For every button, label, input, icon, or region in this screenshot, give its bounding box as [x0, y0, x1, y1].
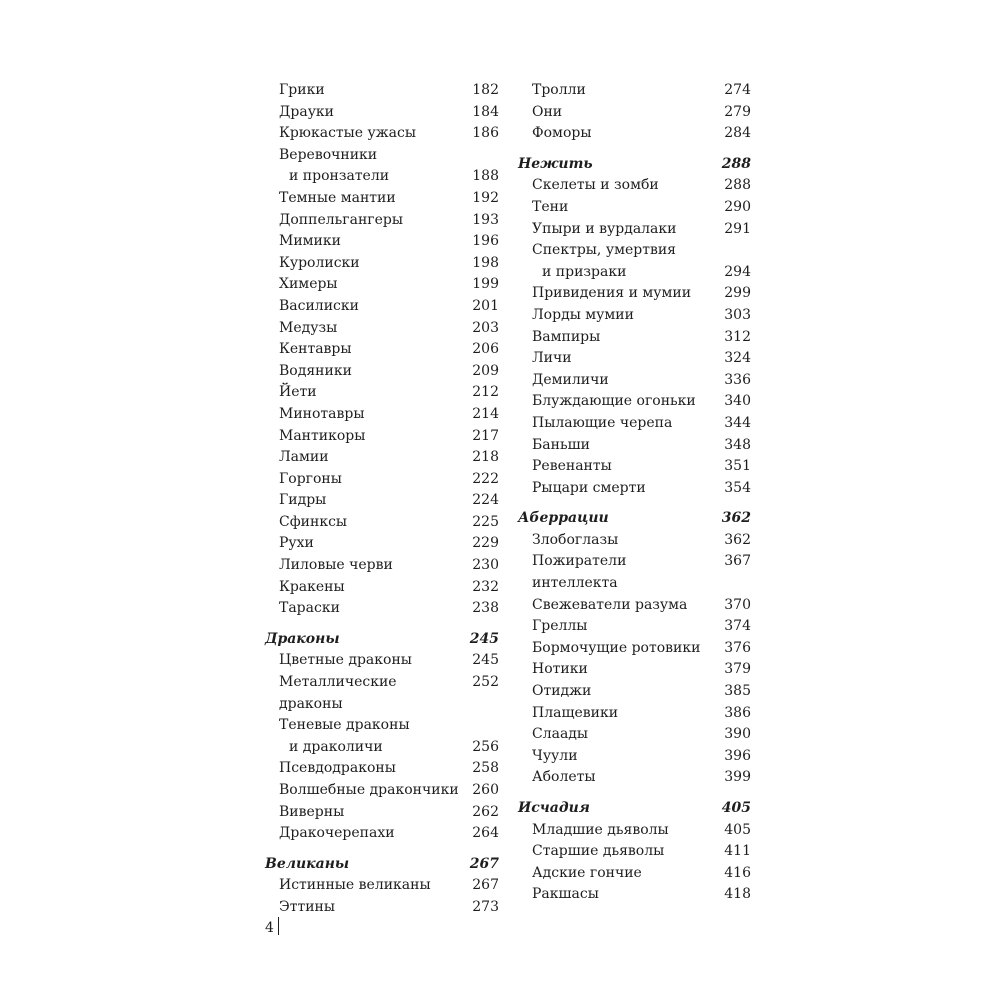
entry-page: 252 — [472, 674, 499, 691]
entry-title: Лиловые черви — [279, 557, 393, 574]
entry-title: Греллы — [532, 618, 588, 635]
entry-title: Привидения и мумии — [532, 285, 692, 302]
entry-title: Злобоглазы — [532, 531, 619, 548]
entry-page: 362 — [724, 531, 751, 548]
toc-entry[interactable] — [518, 820, 751, 842]
entry-title-continued: и драколичи — [289, 738, 383, 755]
toc-entry[interactable] — [265, 145, 499, 188]
toc-column-left — [265, 80, 499, 919]
entry-page: 192 — [472, 189, 499, 206]
toc-entry[interactable] — [518, 616, 751, 638]
toc-entry[interactable] — [265, 672, 499, 715]
entry-title: Тараски — [279, 600, 340, 617]
entry-page: 229 — [472, 535, 499, 552]
entry-page: 288 — [724, 177, 751, 194]
toc-column-right — [518, 80, 751, 906]
entry-page: 262 — [472, 803, 499, 820]
entry-title: Псевдодраконы — [279, 760, 396, 777]
entry-title: Пожиратели интеллекта — [532, 553, 627, 592]
toc-entry[interactable] — [265, 404, 499, 426]
toc-entry[interactable] — [518, 595, 751, 617]
entry-title: Эттины — [279, 898, 336, 915]
toc-entry[interactable] — [518, 283, 751, 305]
entry-page: 186 — [472, 125, 499, 142]
entry-page: 198 — [472, 254, 499, 271]
entry-title: Медузы — [279, 319, 338, 336]
toc-entry[interactable] — [518, 478, 751, 500]
section-title: Нежить — [518, 155, 593, 172]
toc-entry[interactable] — [518, 746, 751, 768]
entry-page: 291 — [724, 220, 751, 237]
entry-title: Минотавры — [279, 405, 365, 422]
toc-section-heading[interactable] — [518, 798, 751, 820]
entry-page: 336 — [724, 371, 751, 388]
entry-title: Виверны — [279, 803, 345, 820]
section-page: 405 — [721, 800, 751, 816]
entry-page: 199 — [472, 276, 499, 293]
toc-entry[interactable] — [518, 456, 751, 478]
entry-title: Адские гончие — [532, 864, 642, 881]
toc-section-heading[interactable] — [518, 508, 751, 530]
toc-entry[interactable] — [265, 253, 499, 275]
entry-title: Куролиски — [279, 254, 360, 271]
entry-title: Они — [532, 103, 563, 120]
toc-entry[interactable] — [518, 240, 751, 283]
entry-title: Водяники — [279, 362, 352, 379]
toc-entry[interactable] — [518, 123, 751, 145]
toc-entry[interactable] — [518, 703, 751, 725]
toc-entry[interactable] — [265, 188, 499, 210]
toc-entry[interactable] — [518, 863, 751, 885]
entry-page: 405 — [724, 821, 751, 838]
toc-entry[interactable] — [518, 681, 751, 703]
entry-page: 418 — [724, 886, 751, 903]
entry-page: 203 — [472, 319, 499, 336]
entry-page: 411 — [724, 843, 751, 860]
toc-entry[interactable] — [518, 551, 751, 594]
entry-title: Нотики — [532, 661, 588, 678]
entry-page: 184 — [472, 103, 499, 120]
entry-page: 222 — [472, 470, 499, 487]
entry-title: Тролли — [532, 82, 586, 98]
toc-entry[interactable] — [518, 767, 751, 789]
entry-page: 290 — [724, 198, 751, 215]
toc-entry[interactable] — [265, 715, 499, 758]
toc-entry[interactable] — [265, 447, 499, 469]
entry-title: Крюкастые ужасы — [279, 125, 416, 142]
entry-page: 367 — [724, 553, 751, 570]
toc-entry[interactable] — [265, 897, 499, 919]
entry-page: 379 — [724, 661, 751, 678]
entry-page: 385 — [724, 683, 751, 700]
entry-page: 273 — [472, 898, 499, 915]
entry-title: Горгоны — [279, 470, 342, 487]
toc-entry[interactable] — [518, 370, 751, 392]
toc-entry[interactable] — [265, 650, 499, 672]
entry-title-continued: и призраки — [542, 263, 627, 280]
entry-page: 225 — [472, 513, 499, 530]
entry-title: Блуждающие огоньки — [532, 393, 696, 410]
entry-title: Мимики — [279, 233, 341, 250]
entry-page: 218 — [472, 449, 499, 466]
toc-entry[interactable] — [265, 758, 499, 780]
entry-title: Фоморы — [532, 125, 592, 142]
entry-page: 386 — [724, 704, 751, 721]
entry-title: Теневые драконы — [279, 717, 410, 734]
entry-title: Цветные драконы — [279, 652, 412, 669]
toc-section-heading[interactable] — [265, 854, 499, 876]
toc-entry[interactable] — [518, 413, 751, 435]
section-title: Аберрации — [518, 510, 609, 527]
entry-title: Тени — [532, 198, 569, 215]
entry-title: Слаады — [532, 726, 589, 743]
section-page: 362 — [721, 510, 751, 527]
entry-page: 206 — [472, 341, 499, 358]
toc-entry[interactable] — [265, 490, 499, 512]
entry-page: 374 — [724, 618, 751, 635]
entry-title: Отиджи — [532, 683, 592, 700]
toc-entry[interactable] — [265, 802, 499, 824]
toc-entry[interactable] — [265, 231, 499, 253]
entry-title: Волшебные дракончики — [279, 782, 459, 798]
entry-title: Демиличи — [532, 371, 609, 388]
toc-entry[interactable] — [265, 80, 499, 102]
entry-page: 230 — [472, 557, 499, 574]
toc-entry[interactable] — [518, 175, 751, 197]
entry-title: Драуки — [279, 103, 335, 120]
section-page: 267 — [469, 855, 499, 872]
entry-page: 258 — [472, 760, 499, 777]
toc-entry[interactable] — [265, 102, 499, 124]
entry-title: Старшие дьяволы — [532, 843, 665, 860]
entry-page: 324 — [724, 350, 751, 367]
entry-page: 303 — [724, 306, 751, 323]
toc-entry[interactable] — [518, 884, 751, 906]
entry-title: Дракочерепахи — [279, 825, 395, 842]
toc-entry[interactable] — [518, 530, 751, 552]
entry-title: Скелеты и зомби — [532, 177, 659, 194]
entry-page: 264 — [472, 825, 499, 842]
entry-title: Металлические драконы — [279, 674, 397, 712]
entry-page: 351 — [724, 458, 751, 475]
entry-page: 224 — [472, 492, 499, 509]
entry-page: 209 — [472, 362, 499, 379]
toc-entry[interactable] — [265, 296, 499, 318]
toc-entry[interactable] — [265, 318, 499, 340]
entry-page: 188 — [472, 168, 499, 185]
toc-entry[interactable] — [518, 638, 751, 660]
entry-title: Личи — [532, 350, 572, 367]
entry-title: Доппельгангеры — [279, 211, 404, 228]
toc-entry[interactable] — [518, 659, 751, 681]
entry-page: 294 — [724, 263, 751, 280]
page-number-rule — [278, 917, 279, 935]
entry-page: 344 — [724, 414, 751, 431]
entry-title: Рухи — [279, 535, 314, 552]
toc-entry[interactable] — [518, 391, 751, 413]
entry-title: Чуули — [532, 747, 578, 764]
toc-entry[interactable] — [265, 426, 499, 448]
toc-entry[interactable] — [265, 875, 499, 897]
entry-title: Лорды мумии — [532, 306, 634, 323]
entry-page: 340 — [724, 393, 751, 410]
entry-title: Йети — [279, 384, 317, 401]
entry-page: 284 — [724, 125, 751, 142]
entry-title: Бормочущие ротовики — [532, 639, 701, 656]
toc-entry[interactable] — [518, 435, 751, 457]
entry-page: 399 — [724, 769, 751, 786]
section-title: Драконы — [265, 630, 340, 647]
entry-page: 390 — [724, 726, 751, 743]
entry-title: Ламии — [279, 449, 329, 466]
toc-entry[interactable] — [265, 598, 499, 620]
entry-page: 267 — [472, 877, 499, 894]
entry-title: Ревенанты — [532, 458, 612, 475]
section-title: Великаны — [265, 855, 350, 872]
entry-title: Баньши — [532, 436, 590, 453]
entry-page: 245 — [472, 652, 499, 669]
entry-page: 416 — [724, 864, 751, 881]
entry-title: Ракшасы — [532, 886, 599, 903]
entry-title: Темные мантии — [279, 189, 396, 206]
toc-entry[interactable] — [265, 210, 499, 232]
page-number-value: 4 — [265, 920, 274, 936]
toc-entry[interactable] — [265, 339, 499, 361]
entry-title: Василиски — [279, 297, 359, 314]
toc-entry[interactable] — [265, 274, 499, 296]
toc-entry[interactable] — [518, 80, 751, 102]
entry-title: Спектры, умертвия — [532, 242, 676, 259]
entry-title: Веревочники — [279, 146, 378, 163]
entry-title: Кентавры — [279, 341, 352, 358]
entry-page: 370 — [724, 596, 751, 613]
entry-page: 354 — [724, 479, 751, 496]
entry-page: 312 — [724, 328, 751, 345]
toc-entry[interactable] — [265, 823, 499, 845]
toc-section-heading[interactable] — [518, 154, 751, 176]
entry-title: Мантикоры — [279, 427, 366, 444]
entry-page: 274 — [724, 82, 751, 98]
entry-page: 214 — [472, 405, 499, 422]
toc-entry[interactable] — [265, 512, 499, 534]
entry-page: 260 — [472, 782, 499, 798]
entry-page: 256 — [472, 738, 499, 755]
toc-entry[interactable] — [518, 197, 751, 219]
section-page: 245 — [469, 630, 499, 647]
entry-page: 348 — [724, 436, 751, 453]
entry-title: Сфинксы — [279, 513, 348, 530]
toc-entry[interactable] — [265, 469, 499, 491]
toc-entry[interactable] — [518, 219, 751, 241]
entry-page: 196 — [472, 233, 499, 250]
entry-title: Плащевики — [532, 704, 619, 721]
toc-entry[interactable] — [518, 305, 751, 327]
section-page: 288 — [721, 155, 751, 172]
entry-page: 396 — [724, 747, 751, 764]
toc-entry[interactable] — [518, 841, 751, 863]
entry-title: Истинные великаны — [279, 877, 431, 894]
entry-title: Кракены — [279, 578, 345, 595]
entry-page: 217 — [472, 427, 499, 444]
entry-title: Химеры — [279, 276, 338, 293]
entry-page: 232 — [472, 578, 499, 595]
entry-title: Свежеватели разума — [532, 596, 688, 613]
page-number — [265, 917, 279, 936]
entry-page: 376 — [724, 639, 751, 656]
entry-title: Рыцари смерти — [532, 479, 646, 496]
entry-title-continued: и пронзатели — [289, 168, 390, 185]
entry-page: 212 — [472, 384, 499, 401]
entry-page: 299 — [724, 285, 751, 302]
entry-title: Аболеты — [532, 769, 596, 786]
toc-entry[interactable] — [518, 327, 751, 349]
toc-entry[interactable] — [265, 123, 499, 145]
toc-entry[interactable] — [518, 348, 751, 370]
entry-title: Грики — [279, 82, 325, 98]
entry-page: 238 — [472, 600, 499, 617]
toc-entry[interactable] — [265, 382, 499, 404]
toc-entry[interactable] — [518, 724, 751, 746]
toc-entry[interactable] — [265, 780, 499, 802]
toc-entry[interactable] — [265, 361, 499, 383]
toc-entry[interactable] — [518, 102, 751, 124]
entry-title: Пылающие черепа — [532, 414, 673, 431]
entry-page: 201 — [472, 297, 499, 314]
entry-page: 182 — [472, 82, 499, 98]
entry-title: Гидры — [279, 492, 327, 509]
toc-entry[interactable] — [265, 555, 499, 577]
toc-entry[interactable] — [265, 577, 499, 599]
toc-section-heading[interactable] — [265, 629, 499, 651]
entry-title: Упыри и вурдалаки — [532, 220, 677, 237]
entry-page: 193 — [472, 211, 499, 228]
entry-title: Вампиры — [532, 328, 601, 345]
section-title: Исчадия — [518, 800, 590, 816]
entry-title: Младшие дьяволы — [532, 821, 669, 838]
entry-page: 279 — [724, 103, 751, 120]
toc-entry[interactable] — [265, 533, 499, 555]
